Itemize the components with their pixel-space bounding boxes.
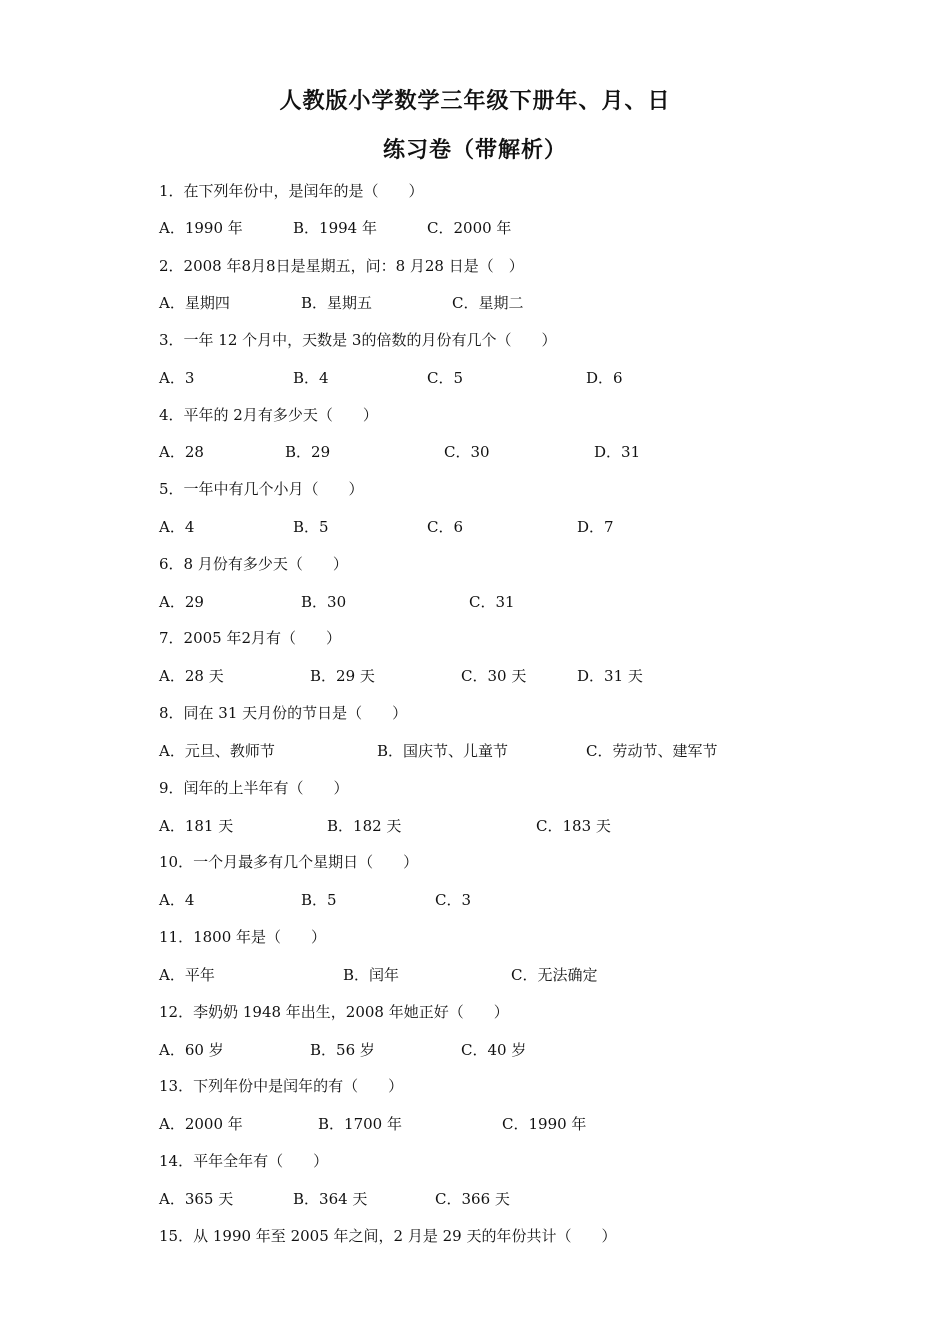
question-15: 15．从 1990 年至 2005 年之间，2 月是 29 天的年份共计（ ） (159, 1227, 617, 1245)
option-b: B．1700 年 (318, 1115, 402, 1133)
option-a: A．365 天 (159, 1190, 234, 1208)
worksheet-title: 人教版小学数学三年级下册年、月、日 (279, 89, 671, 114)
question-10-options (159, 890, 859, 910)
question-5: 5．一年中有几个小月（ ） (159, 480, 364, 498)
question-6-options (159, 592, 859, 612)
option-c: C．星期二 (452, 294, 524, 312)
option-b: B．5 (301, 891, 337, 909)
option-c: C．183 天 (536, 817, 611, 835)
option-a: A．28 天 (159, 667, 224, 685)
option-c: C．5 (427, 369, 464, 387)
option-c: C．30 (444, 443, 490, 461)
option-b: B．182 天 (327, 817, 402, 835)
worksheet-subtitle: 练习卷（带解析） (382, 138, 567, 163)
question-8: 8．同在 31 天月份的节日是（ ） (159, 704, 408, 722)
question-7-options (159, 666, 859, 686)
option-b: B．56 岁 (310, 1041, 375, 1059)
option-a: A．181 天 (159, 817, 234, 835)
option-c: C．3 (435, 891, 472, 909)
question-2-options (159, 293, 859, 313)
option-d: D．31 (594, 443, 641, 461)
option-c: C．366 天 (435, 1190, 510, 1208)
question-1: 1．在下列年份中，是闰年的是（ ） (159, 182, 424, 200)
question-9-options (159, 816, 859, 836)
option-a: A．平年 (159, 966, 215, 984)
question-5-options (159, 517, 859, 537)
option-d: D．7 (577, 518, 614, 536)
question-3-options (159, 368, 859, 388)
option-a: A．4 (159, 518, 195, 536)
option-a: A．2000 年 (159, 1115, 243, 1133)
question-11: 11．1800 年是（ ） (159, 928, 327, 946)
option-b: B．30 (301, 593, 347, 611)
question-4-options (159, 442, 859, 462)
question-2: 2．2008 年8月8日是星期五，问：8 月28 日是（ ） (159, 257, 524, 275)
option-d: D．31 天 (577, 667, 643, 685)
question-13: 13．下列年份中是闰年的有（ ） (159, 1077, 404, 1095)
option-b: B．5 (293, 518, 329, 536)
option-b: B．1994 年 (293, 219, 377, 237)
question-11-options (159, 965, 859, 985)
option-b: B．闰年 (343, 966, 400, 984)
option-c: C．6 (427, 518, 464, 536)
option-c: C．40 岁 (461, 1041, 527, 1059)
question-14-options (159, 1189, 859, 1209)
option-c: C．31 (469, 593, 515, 611)
question-8-options (159, 741, 859, 761)
option-a: A．29 (159, 593, 204, 611)
question-12: 12．李奶奶 1948 年出生，2008 年她正好（ ） (159, 1003, 509, 1021)
option-c: C．无法确定 (511, 966, 598, 984)
option-a: A．28 (159, 443, 204, 461)
question-7: 7．2005 年2月有（ ） (159, 629, 342, 647)
question-9: 9．闰年的上半年有（ ） (159, 779, 349, 797)
question-1-options (159, 218, 859, 238)
option-a: A．元旦、教师节 (159, 742, 275, 760)
question-6: 6．8 月份有多少天（ ） (159, 555, 348, 573)
question-13-options (159, 1114, 859, 1134)
option-b: B．国庆节、儿童节 (377, 742, 509, 760)
option-b: B．364 天 (293, 1190, 368, 1208)
option-a: A．4 (159, 891, 195, 909)
option-a: A．3 (159, 369, 195, 387)
option-d: D．6 (586, 369, 623, 387)
option-a: A．1990 年 (159, 219, 243, 237)
option-b: B．29 天 (310, 667, 375, 685)
question-3: 3．一年 12 个月中，天数是 3的倍数的月份有几个（ ） (159, 331, 557, 349)
option-b: B．星期五 (301, 294, 373, 312)
option-c: C．1990 年 (502, 1115, 587, 1133)
option-c: C．30 天 (461, 667, 527, 685)
question-4: 4．平年的 2月有多少天（ ） (159, 406, 378, 424)
option-c: C．劳动节、建军节 (586, 742, 718, 760)
option-b: B．4 (293, 369, 329, 387)
option-b: B．29 (285, 443, 331, 461)
option-a: A．60 岁 (159, 1041, 224, 1059)
question-12-options (159, 1040, 859, 1060)
option-a: A．星期四 (159, 294, 230, 312)
question-14: 14．平年全年有（ ） (159, 1152, 329, 1170)
question-10: 10．一个月最多有几个星期日（ ） (159, 853, 419, 871)
option-c: C．2000 年 (427, 219, 512, 237)
